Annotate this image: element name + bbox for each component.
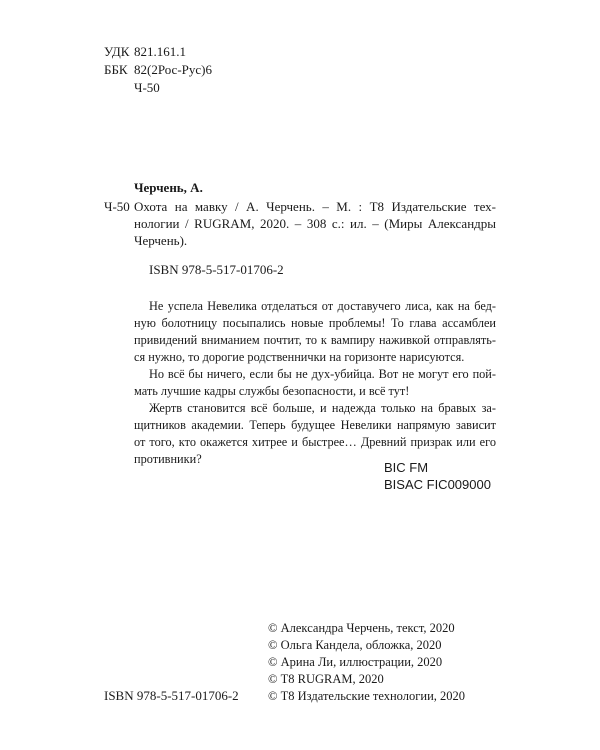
copyright-line: © Александра Черчень, текст, 2020 [268, 621, 455, 635]
author-code: Ч-50 [104, 199, 130, 214]
bibliographic-description [134, 198, 496, 249]
copyright-line: © Т8 Издательские технологии, 2020 [268, 689, 466, 703]
annotation-line: щитников академии. Теперь будущее Невелики напрямую зависит [134, 418, 496, 432]
copyright-line: © Т8 RUGRAM, 2020 [268, 672, 384, 686]
isbn-main: ISBN 978-5-517-01706-2 [149, 262, 284, 277]
udk-label: УДК [104, 44, 130, 59]
copyright-line: © Ольга Кандела, обложка, 2020 [268, 638, 442, 652]
biblio-line: Черчень). [134, 233, 188, 248]
author-name: Черчень, А. [134, 180, 203, 195]
biblio-line: нологии / RUGRAM, 2020. – 308 с.: ил. – (Миры Александры [134, 216, 496, 231]
bbk-value: 82(2Рос-Рус)6 [134, 62, 212, 77]
author-code-top: Ч-50 [134, 80, 160, 95]
isbn-bottom: ISBN 978-5-517-01706-2 [104, 688, 239, 703]
copyright-line: © Арина Ли, иллюстрации, 2020 [268, 655, 443, 669]
bisac-code: BISAC FIC009000 [384, 477, 491, 492]
annotation-line: Не успела Невелика отделаться от доставучего лиса, как на бед- [149, 299, 496, 313]
annotation-line: привидений вниманием почтит, то к вампиру наживкой отправлять- [134, 333, 496, 347]
annotation-line: Но всё бы ничего, если бы не дух-убийца. Вот не могут его пой- [149, 367, 496, 381]
annotation-line: Жертв становится всё больше, и надежда только на бравых за- [149, 401, 496, 415]
biblio-line: Охота на мавку / А. Черчень. – М. : Т8 Издательские тех- [134, 199, 496, 214]
annotation-line: противники? [134, 452, 202, 466]
bbk-label: ББК [104, 62, 128, 77]
annotation-line: ся нужно, то дорогие родственнички на горизонте нарисуются. [134, 350, 465, 364]
annotation [134, 298, 496, 468]
annotation-line: ную болотницу посыпались новые проблемы! То глава ассамблеи [134, 316, 496, 330]
annotation-line: мать лучшие кадры службы безопасности, и всё тут! [134, 384, 410, 398]
udk-value: 821.161.1 [134, 44, 186, 59]
bic-code: BIC FM [384, 460, 429, 475]
annotation-line: от того, кто окажется хитрее и быстрее… Древний призрак или его [134, 435, 496, 449]
